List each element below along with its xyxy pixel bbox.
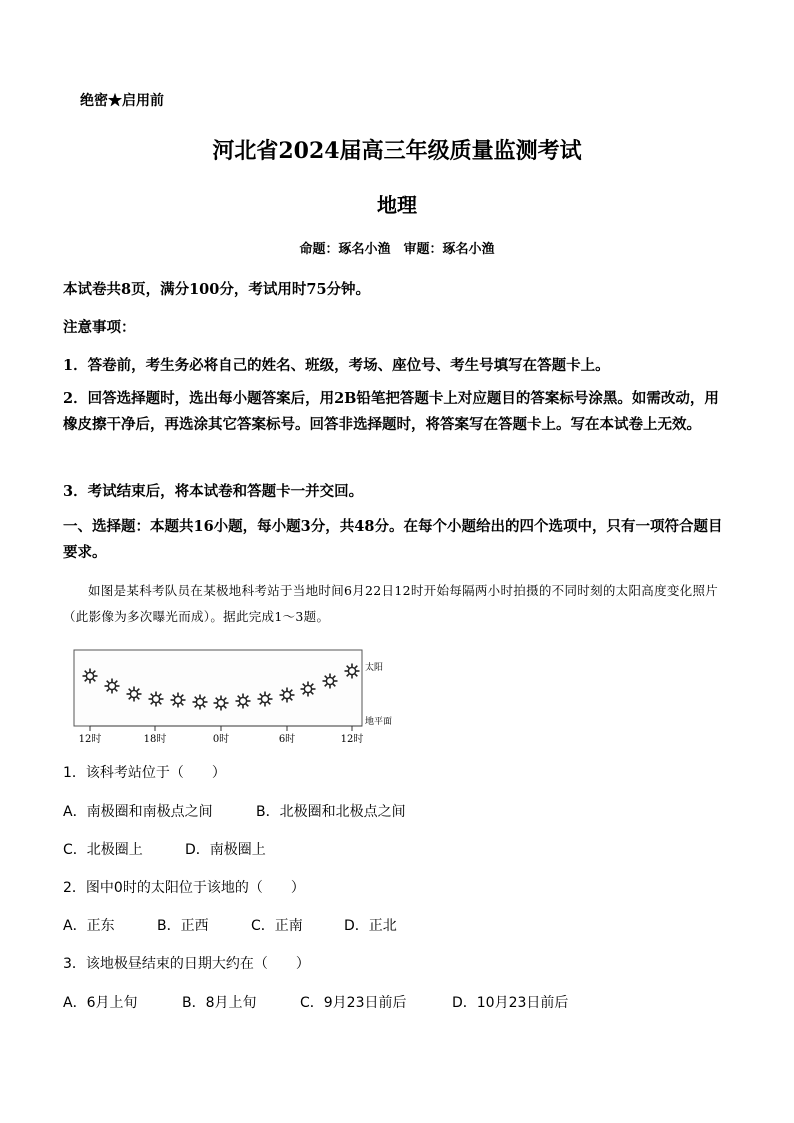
- photo-frame: [74, 650, 362, 726]
- sun-icon: [214, 696, 229, 711]
- tick-label: 12时: [340, 734, 364, 745]
- question-1-option-b[interactable]: B．北极圈和北极点之间: [256, 804, 406, 820]
- confidential-label: 绝密★启用前: [80, 93, 164, 109]
- exam-title: 河北省2024届高三年级质量监测考试: [212, 138, 582, 164]
- question-1-stem: 1．该科考站位于（ ）: [63, 765, 226, 781]
- section-heading: 一、选择题：本题共16小题，每小题3分，共48分。在每个小题给出的四个选项中，只有一项符合题目要求。: [63, 518, 723, 561]
- sun-altitude-figure: [68, 644, 393, 748]
- exam-summary: 本试卷共8页，满分100分，考试用时75分钟。: [63, 281, 371, 298]
- sun-icon: [193, 695, 208, 710]
- question-3-stem: 3．该地极昼结束的日期大约在（ ）: [63, 956, 310, 972]
- sun-label: 太阳: [365, 663, 384, 673]
- tick-marks: [90, 726, 352, 731]
- author-line: 命题：琢名小渔 审题：琢名小渔: [299, 242, 495, 257]
- sun-icon: [236, 694, 251, 709]
- tick-label: 0时: [212, 734, 230, 745]
- tick-label: 12时: [78, 734, 102, 745]
- tick-label: 6时: [278, 734, 296, 745]
- sun-icon: [171, 693, 186, 708]
- question-stem: 如图是某科考队员在某极地科考站于当地时间6月22日12时开始每隔两小时拍摄的不同时刻的太阳高度变化照片（此影像为多次曝光而成）。据此完成1～3题。: [63, 583, 719, 624]
- question-1-option-d[interactable]: D．南极圈上: [185, 842, 266, 858]
- question-3-option-a[interactable]: A．6月上旬: [63, 995, 138, 1011]
- sun-icon: [83, 669, 98, 684]
- question-2-option-d[interactable]: D．正北: [344, 918, 397, 934]
- sun-icon: [345, 664, 360, 679]
- question-2-option-b[interactable]: B．正西: [157, 918, 209, 934]
- subject-title: 地理: [377, 193, 417, 217]
- tick-label: 18时: [143, 734, 167, 745]
- notice-title: 注意事项：: [63, 319, 136, 336]
- question-3-option-c[interactable]: C．9月23日前后: [300, 995, 407, 1011]
- sun-icon: [127, 687, 142, 702]
- sun-icon: [149, 692, 164, 707]
- question-1-option-c[interactable]: C．北极圈上: [63, 842, 143, 858]
- notice-item-3: 3．考试结束后，将本试卷和答题卡一并交回。: [63, 483, 364, 500]
- question-2-option-c[interactable]: C．正南: [251, 918, 303, 934]
- question-3-option-b[interactable]: B．8月上旬: [182, 995, 257, 1011]
- notice-item-1: 1．答卷前，考生务必将自己的姓名、班级，考场、座位号、考生号填写在答题卡上。: [63, 357, 610, 374]
- question-3-option-d[interactable]: D．10月23日前后: [452, 995, 569, 1011]
- sun-icon: [301, 682, 316, 697]
- notice-item-2: 2．回答选择题时，选出每小题答案后，用2B铅笔把答题卡上对应题目的答案标号涂黑。如需改动，用橡皮擦干净后，再选涂其它答案标号。回答非选择题时，将答案写在答题卡上。写在本试卷上无效。: [63, 390, 719, 433]
- question-1-option-a[interactable]: A．南极圈和南极点之间: [63, 804, 213, 820]
- question-2-stem: 2．图中0时的太阳位于该地的（ ）: [63, 880, 305, 896]
- sun-icon: [280, 688, 295, 703]
- sun-icon: [323, 674, 338, 689]
- sun-altitude-svg: [68, 644, 393, 748]
- sun-icon: [258, 692, 273, 707]
- horizon-label: 地平面: [365, 717, 393, 727]
- sun-icon: [105, 679, 120, 694]
- question-2-option-a[interactable]: A．正东: [63, 918, 115, 934]
